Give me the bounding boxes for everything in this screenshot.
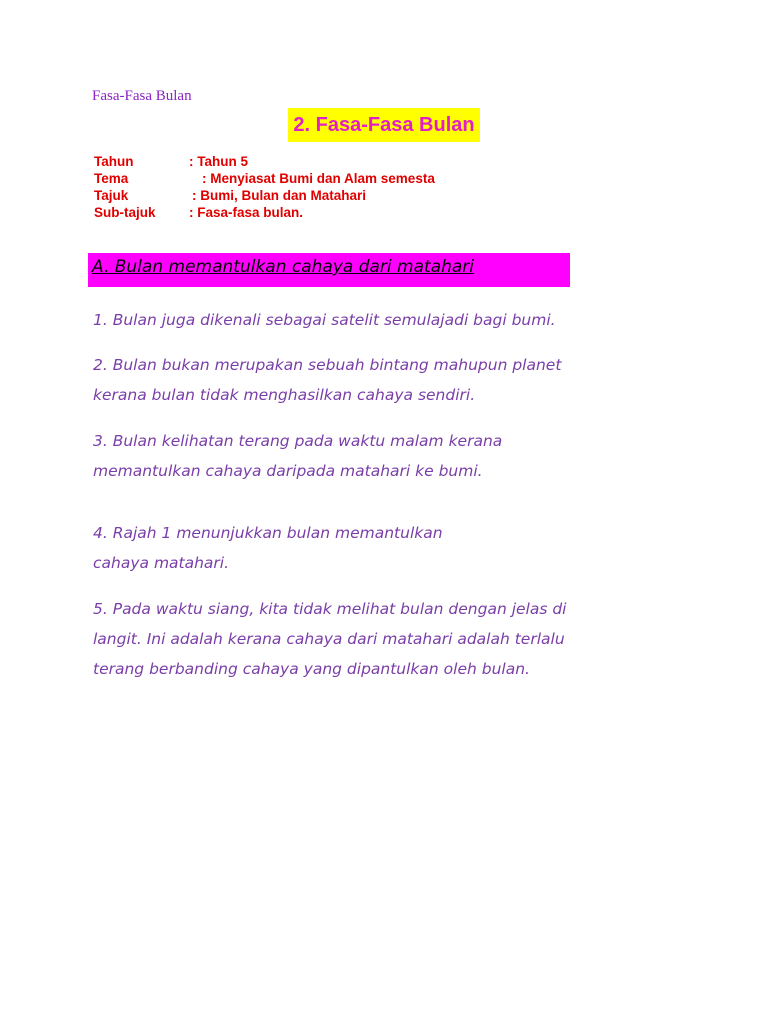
- paragraph-2: [93, 350, 561, 410]
- paragraph-5: [93, 594, 566, 684]
- paragraph-line: kerana bulan tidak menghasilkan cahaya sendiri.: [93, 386, 476, 404]
- section-heading: A. Bulan memantulkan cahaya dari matahari: [92, 257, 475, 277]
- paragraph-3: [93, 426, 502, 486]
- paragraph-line: 4. Rajah 1 menunjukkan bulan memantulkan: [93, 524, 443, 542]
- meta-value: : Bumi, Bulan dan Matahari: [192, 188, 367, 203]
- paragraph-line: 3. Bulan kelihatan terang pada waktu malam kerana: [93, 432, 503, 450]
- paragraph-line: terang berbanding cahaya yang dipantulkan oleh bulan.: [93, 660, 530, 678]
- document-title: 2. Fasa-Fasa Bulan: [288, 108, 479, 142]
- meta-key: Sub-tajuk: [94, 205, 156, 220]
- meta-value: : Fasa-fasa bulan.: [189, 205, 304, 220]
- meta-key: Tahun: [94, 154, 134, 169]
- paragraph-line: 2. Bulan bukan merupakan sebuah bintang mahupun planet: [93, 356, 562, 374]
- meta-value: : Tahun 5: [189, 154, 248, 169]
- paragraph-line: 5. Pada waktu siang, kita tidak melihat bulan dengan jelas di: [93, 600, 567, 618]
- paragraph-line: memantulkan cahaya daripada matahari ke bumi.: [93, 462, 483, 480]
- meta-key: Tajuk: [94, 188, 129, 203]
- title-container: [0, 108, 768, 142]
- paragraph-4: [93, 518, 443, 578]
- meta-key: Tema: [94, 171, 129, 186]
- document-header: Fasa-Fasa Bulan: [92, 88, 192, 104]
- paragraph-1: [93, 305, 556, 335]
- paragraph-line: cahaya matahari.: [93, 554, 230, 572]
- paragraph-line: langit. Ini adalah kerana cahaya dari matahari adalah terlalu: [93, 630, 565, 648]
- meta-value: : Menyiasat Bumi dan Alam semesta: [202, 171, 435, 186]
- paragraph-line: 1. Bulan juga dikenali sebagai satelit semulajadi bagi bumi.: [93, 311, 556, 329]
- section-banner: [88, 253, 570, 287]
